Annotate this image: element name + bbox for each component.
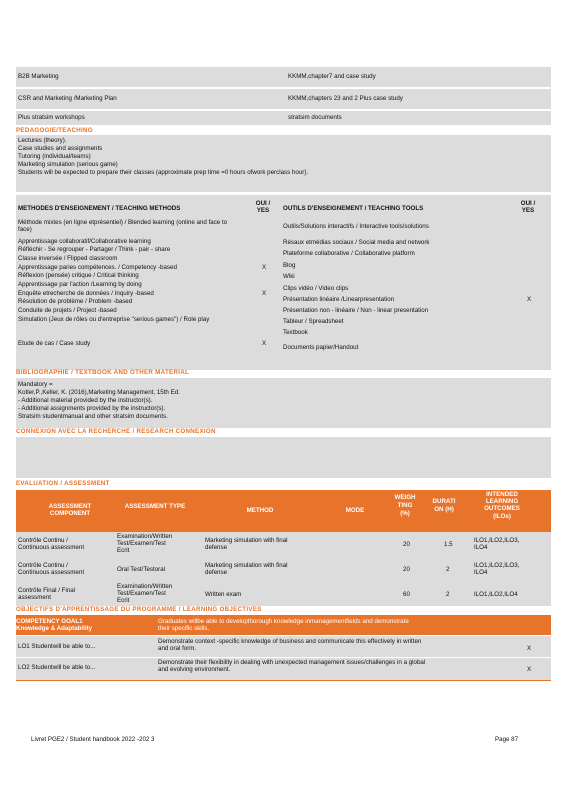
bibliography-lines bbox=[18, 381, 180, 421]
tool-item: Plateforme collaborative / Collaborative platform bbox=[283, 250, 415, 257]
pedagogie-line: Tutoring (individual/teams) bbox=[18, 153, 91, 160]
tool-item: Outils/Solutions interactifs / Interactive tools/solutions bbox=[283, 223, 429, 230]
eval-weight: 60 bbox=[403, 591, 410, 598]
connexion-panel bbox=[16, 437, 551, 478]
objective-lo: LO2 Studentwill be able to... bbox=[18, 664, 96, 671]
eval-weight: 20 bbox=[403, 541, 410, 548]
eval-header-mode: MODE bbox=[345, 507, 365, 514]
bibliography-line: - Additional material provided by the instructor(s). bbox=[18, 397, 153, 404]
tools-oui-header: OUI / YES bbox=[520, 200, 536, 214]
method-item: Résolution de problème / Problem -based bbox=[18, 298, 133, 305]
tools-header: OUTILS D'ENSEIGNEMENT / TEACHING TOOLS bbox=[283, 205, 424, 212]
top-row-3-left: Plus stratsim workshops bbox=[18, 114, 85, 121]
top-row-1-right: KKMM,chapter7 and case study bbox=[288, 73, 376, 80]
connexion-title: CONNEXION AVEC LA RECHERCHE / RESEARCH CONNEXION bbox=[16, 428, 216, 435]
eval-component: Contrôle Continu / Continuous assessment bbox=[18, 537, 85, 552]
top-row-3-right: stratsim documents bbox=[288, 114, 342, 121]
eval-component: Contrôle Final / Final assessment bbox=[18, 587, 76, 602]
bibliography-line: Stratsim studentmanual and other stratsim documents. bbox=[18, 413, 168, 420]
bibliography-line: - Additional assignments provided by the instructor(s). bbox=[18, 405, 166, 412]
tool-mark: X bbox=[527, 296, 532, 303]
methods-oui-header: OUI / YES bbox=[255, 200, 271, 214]
method-item: Apprentissage collaboratif/Collaborative learning bbox=[18, 238, 151, 245]
top-row-2-right: KKMM,chapters 23 and 2 Plus case study bbox=[288, 95, 403, 102]
method-item: Enquête etrecherche de données / Inquiry -based bbox=[18, 290, 154, 297]
method-item: Conduite de projets / Project -based bbox=[18, 307, 117, 314]
evaluation-title: EVALUATION / ASSESSMENT bbox=[16, 480, 110, 487]
eval-type: Oral Test/Testoral bbox=[117, 566, 166, 573]
footer-right: Page 87 bbox=[495, 736, 519, 743]
eval-header-outcomes: INTENDED LEARNING OUTCOMES (ILOs) bbox=[484, 491, 520, 520]
eval-ilos: ILO1,ILO2,ILO3, ILO4 bbox=[474, 537, 520, 552]
eval-weight: 20 bbox=[403, 566, 410, 573]
eval-duration: 2 bbox=[446, 591, 450, 598]
tool-item: Blog bbox=[283, 262, 296, 269]
eval-header-type: ASSESSMENT TYPE bbox=[124, 503, 186, 510]
pedagogie-line: Lectures (theory). bbox=[18, 137, 67, 144]
eval-method: Written exam bbox=[205, 591, 242, 598]
method-item: Réflexion (pensée) critique / Critical thinking bbox=[18, 272, 139, 279]
method-item: Réfléchir - Se regrouper - Partager / Think - pair - share bbox=[18, 246, 171, 253]
method-item: Apprentissage paries compétences. / Competency -based bbox=[18, 264, 177, 271]
top-row-3 bbox=[16, 111, 551, 125]
objectives-header-left: COMPETENCY GOAL1 Knowledge & Adaptability bbox=[16, 618, 93, 633]
objectives-bottom-rule bbox=[16, 680, 551, 681]
method-item: Méthode mixtes (en ligne etprésentiel) / Blended learning (online and face to face) bbox=[18, 219, 228, 234]
eval-header-method: METHOD bbox=[246, 507, 274, 514]
tool-item: Clips vidéo / Video clips bbox=[283, 285, 349, 292]
objective-desc: Demonstrate context -specific knowledge of business and communicate this effectively in written and oral form. bbox=[158, 638, 422, 653]
tool-item: Tableur / Spreadsheet bbox=[283, 318, 344, 325]
eval-type: Examination/Written Test/Examen/Test Ecrit bbox=[117, 533, 173, 555]
pedagogie-line: Marketing simulation (serious game) bbox=[18, 161, 118, 168]
method-item: Apprentissage par l'action /Learning by doing bbox=[18, 281, 142, 288]
objective-mark: X bbox=[527, 666, 532, 673]
top-row-1-left: B2B Marketing bbox=[18, 73, 59, 80]
eval-ilos: ILO1,ILO2,ILO3, ILO4 bbox=[474, 562, 520, 577]
tool-item: Présentation linéaire /Linearpresentation bbox=[283, 296, 395, 303]
eval-type: Examination/Written Test/Examen/Test Ecrit bbox=[117, 583, 173, 605]
method-mark: X bbox=[262, 340, 267, 347]
eval-duration: 2 bbox=[446, 566, 450, 573]
eval-header-weighting: WEIGH TING (%) bbox=[394, 494, 416, 517]
objectives-divider bbox=[16, 657, 551, 658]
bibliography-line: Kotler,P.,Keller, K. (2016),Marketing Management, 15th Ed. bbox=[18, 389, 180, 396]
bibliography-line: Mandatory = bbox=[18, 381, 53, 388]
tool-item: Présentation non - linéaire / Non - linear presentation bbox=[283, 307, 429, 314]
objective-desc: Demonstrate their flexibility in dealing with unexpected management issues/challenges in a global and evolving environment. bbox=[158, 659, 426, 674]
top-row-1 bbox=[16, 67, 551, 87]
bibliography-title: BIBLIOGRAPHIE / TEXTBOOK AND OTHER MATERIAL bbox=[16, 369, 190, 376]
footer-left: Livret PGE2 / Student handbook 2022 -202 3 bbox=[31, 736, 155, 743]
eval-header-component: ASSESSMENT COMPONENT bbox=[48, 503, 92, 517]
tool-item: Textbook bbox=[283, 329, 308, 336]
objective-mark: X bbox=[527, 645, 532, 652]
method-mark: X bbox=[262, 264, 267, 271]
tool-item: Documents papier/Handout bbox=[283, 344, 359, 351]
top-row-2-left: CSR and Marketing /Marketing Plan bbox=[18, 95, 117, 102]
eval-method: Marketing simulation with final defense bbox=[205, 537, 288, 552]
pedagogie-line: Students will be expected to prepare their classes (approximate prep time =0 hours ofwork perclass hour). bbox=[18, 169, 309, 176]
eval-duration: 1.5 bbox=[444, 541, 453, 548]
method-item: Simulation (Jeux de rôles ou d'entreprise "serious games") / Role play bbox=[18, 316, 210, 323]
eval-ilos: ILO1,ILO2,ILO4 bbox=[474, 591, 518, 598]
pedagogie-lines bbox=[18, 137, 308, 177]
method-item: Classe inversée / Flipped classroom bbox=[18, 255, 118, 262]
objective-lo: LO1 Studentwill be able to... bbox=[18, 643, 96, 650]
methods-header: METHODES D'ENSEIGNEMENT / TEACHING METHODS bbox=[18, 205, 181, 212]
tool-item: Wiki bbox=[283, 273, 295, 280]
eval-header-duration: DURATI ON (H) bbox=[432, 498, 456, 513]
method-mark: X bbox=[262, 290, 267, 297]
pedagogie-line: Case studies and assignments bbox=[18, 145, 103, 152]
method-item: Etude de cas / Case study bbox=[18, 340, 91, 347]
eval-method: Marketing simulation with final defense bbox=[205, 562, 288, 577]
tool-item: Résaux etmédias sociaux / Social media and network bbox=[283, 239, 430, 246]
objectives-header-right: Graduates willbe able to developthorough knowledge inmanagementfields and demonstrate their specific skills. bbox=[158, 618, 409, 633]
eval-component: Contrôle Continu / Continuous assessment bbox=[18, 562, 85, 577]
objectives-title: OBJECTIFS D'APPRENTISSAGE DU PROGRAMME / LEARNING OBJECTIVES bbox=[16, 606, 262, 613]
pedagogie-title: PEDAGOGIE/TEACHING bbox=[16, 127, 93, 134]
